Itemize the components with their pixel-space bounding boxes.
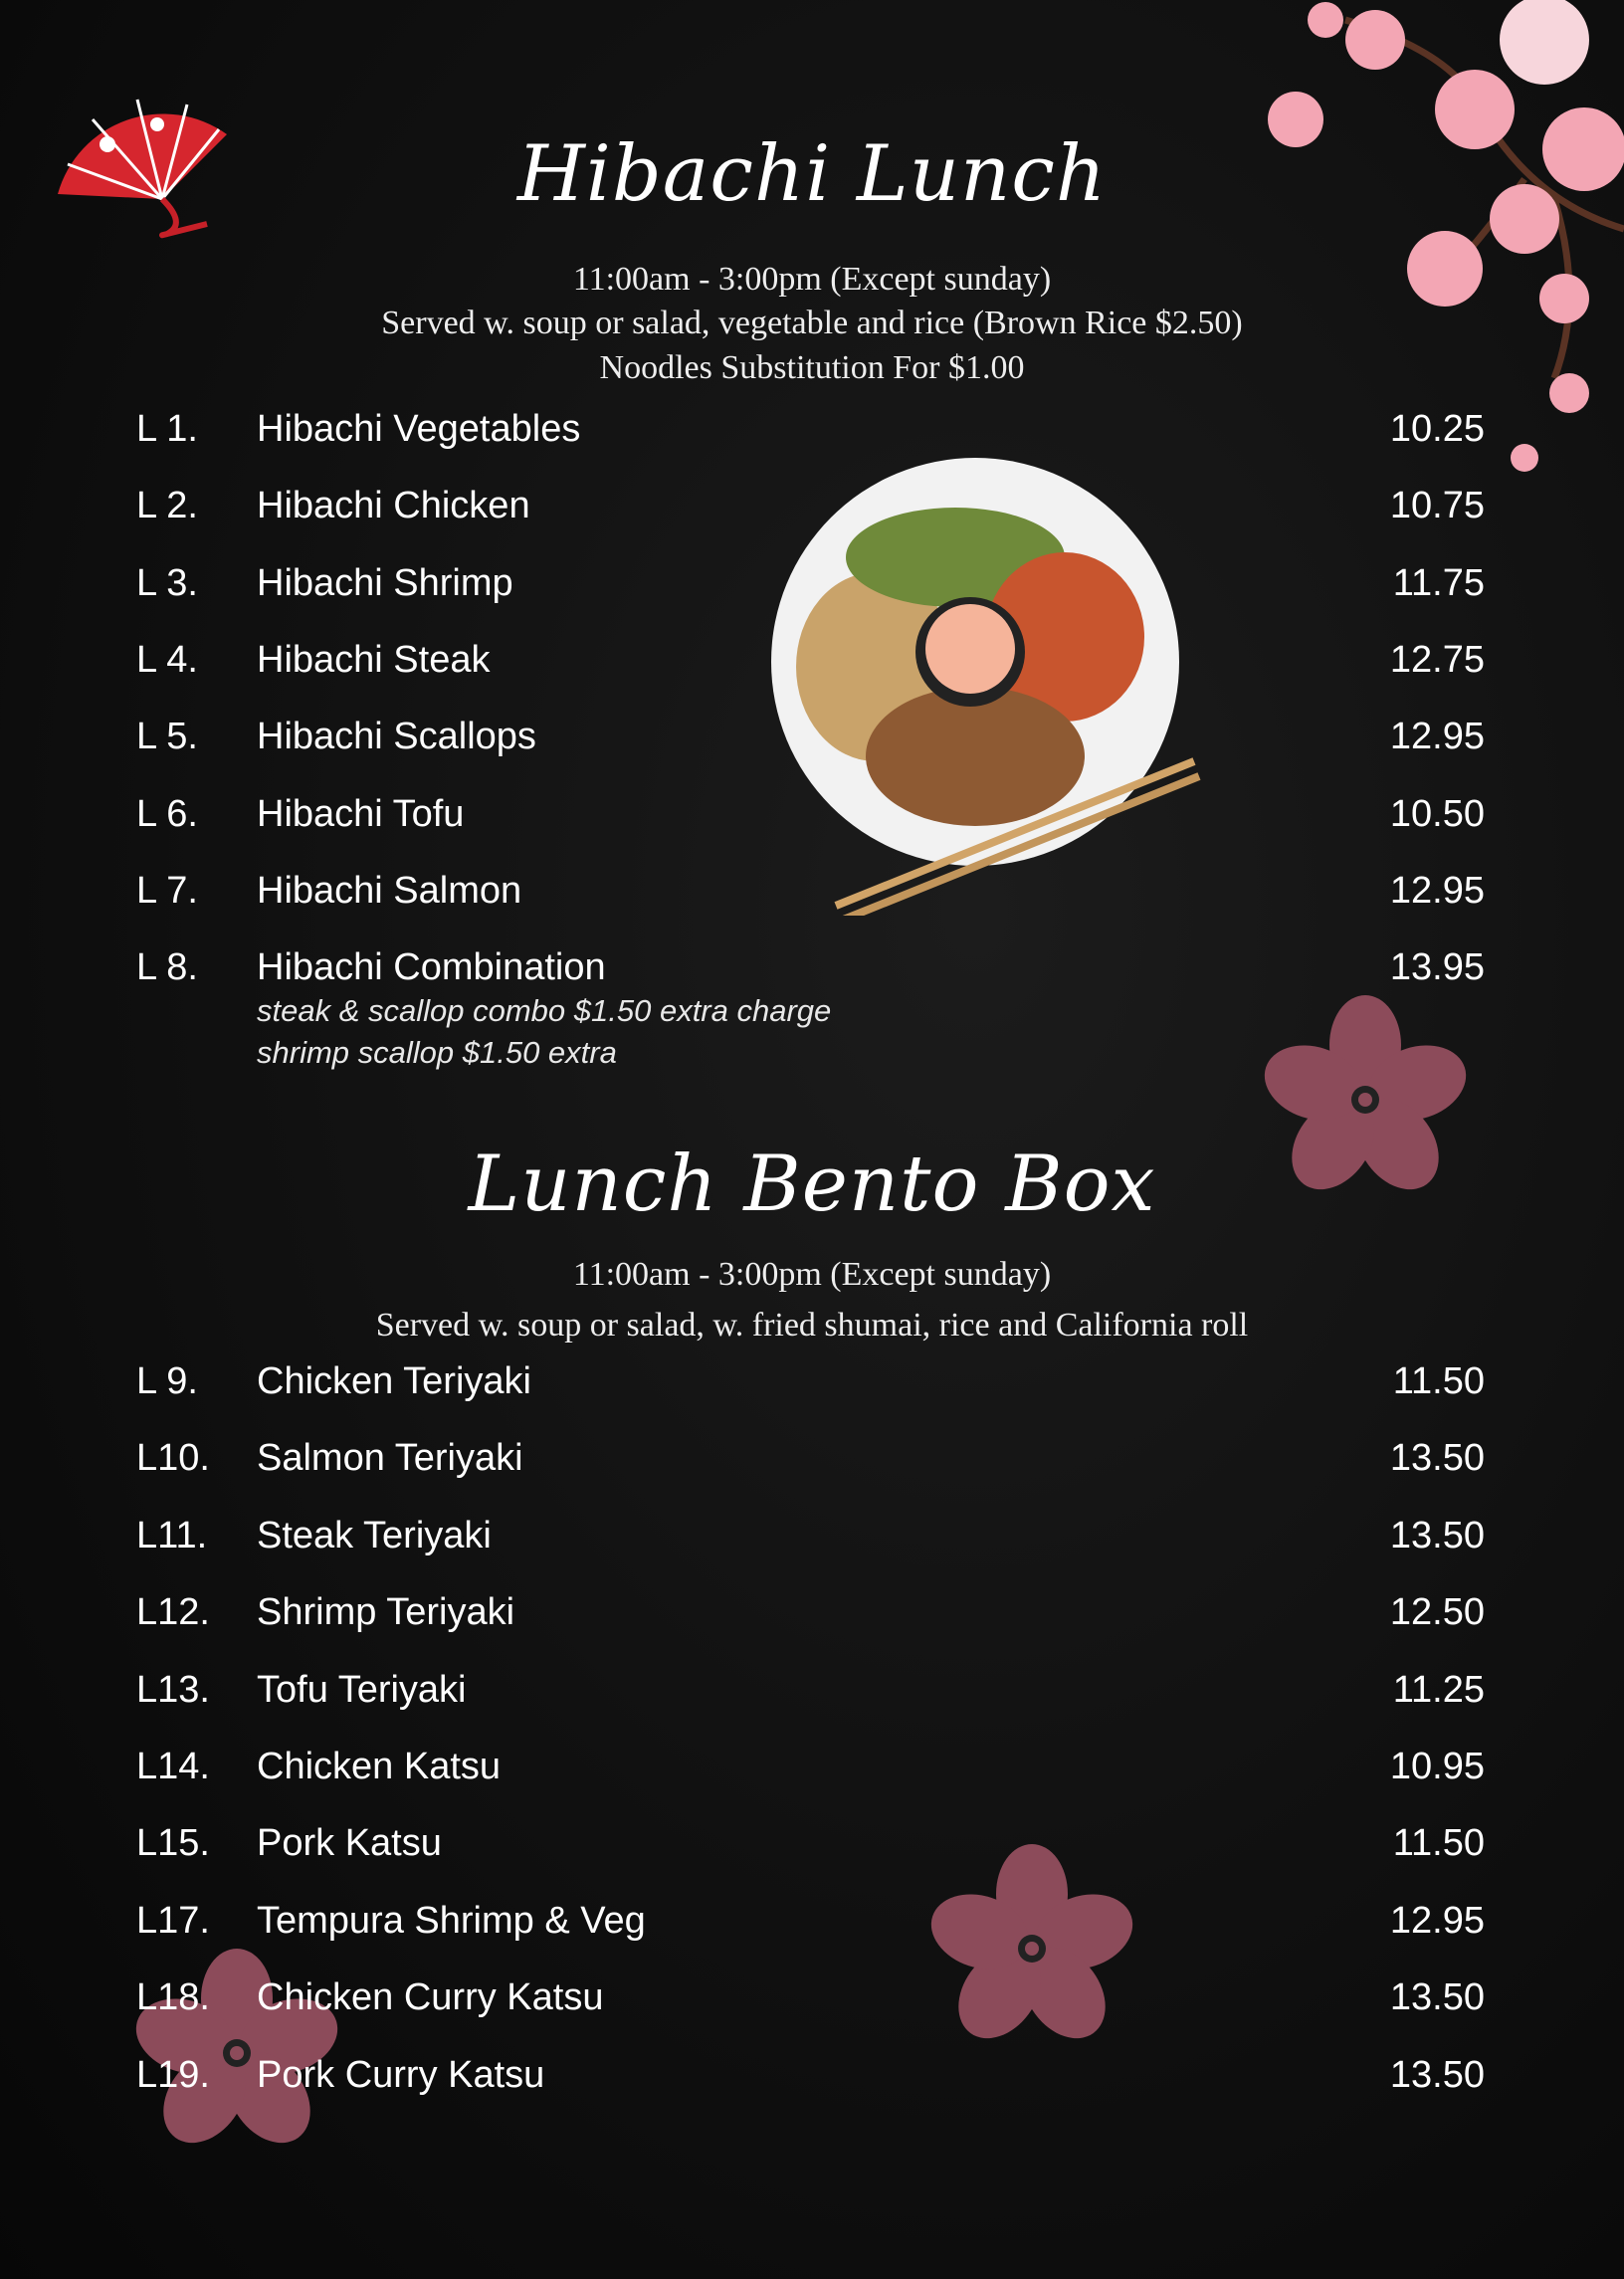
menu-item-name: Hibachi Steak [257, 638, 491, 681]
menu-item-name: Pork Curry Katsu [257, 2053, 545, 2096]
menu-item [0, 870, 1624, 918]
section-title-lunch-bento-box: Lunch Bento Box [468, 1140, 1156, 1229]
sakura-flower-icon [922, 1839, 1141, 2058]
menu-item-code: L10. [136, 1437, 210, 1480]
menu-item-price: 11.50 [1392, 1360, 1485, 1402]
menu-item [0, 1515, 1624, 1562]
menu-item [0, 1976, 1624, 2024]
hibachi-served-with: Served w. soup or salad, vegetable and rice (Brown Rice $2.50) [381, 305, 1243, 341]
menu-item-name: Hibachi Shrimp [257, 561, 513, 604]
menu-item [0, 639, 1624, 687]
menu-item [0, 485, 1624, 532]
bento-served-with: Served w. soup or salad, w. fried shumai, rice and California roll [375, 1307, 1249, 1344]
menu-item-price: 10.25 [1389, 408, 1485, 450]
menu-item-name: Steak Teriyaki [257, 1514, 492, 1556]
menu-item-name: Salmon Teriyaki [257, 1437, 523, 1480]
menu-item-price: 13.50 [1389, 1514, 1485, 1556]
menu-item-code: L13. [136, 1668, 210, 1711]
menu-item [0, 408, 1624, 456]
menu-item-name: Pork Katsu [257, 1822, 442, 1865]
menu-item-price: 12.95 [1389, 1899, 1485, 1942]
menu-item [0, 1900, 1624, 1948]
menu-item-code: L17. [136, 1899, 210, 1942]
menu-item-price: 13.50 [1389, 2053, 1485, 2096]
menu-item-name: Hibachi Vegetables [257, 408, 581, 450]
menu-item-name: Hibachi Salmon [257, 869, 522, 912]
menu-item-price: 12.95 [1389, 716, 1485, 758]
menu-item-name: Shrimp Teriyaki [257, 1591, 515, 1634]
menu-item-code: L 2. [136, 485, 198, 527]
menu-item-code: L 6. [136, 792, 198, 835]
menu-item [0, 562, 1624, 610]
menu-item-code: L 3. [136, 561, 198, 604]
menu-item-code: L 5. [136, 716, 198, 758]
menu-item-code: L 1. [136, 408, 198, 450]
menu-item-name: Chicken Curry Katsu [257, 1976, 604, 2019]
menu-item-name: Hibachi Tofu [257, 792, 465, 835]
combination-note: steak & scallop combo $1.50 extra charge [257, 993, 832, 1028]
menu-item-price: 13.95 [1389, 946, 1485, 989]
menu-item-price: 10.50 [1389, 792, 1485, 835]
menu-item-price: 13.50 [1389, 1976, 1485, 2019]
menu-item-code: L19. [136, 2053, 210, 2096]
menu-item-code: L 7. [136, 869, 198, 912]
menu-item [0, 1822, 1624, 1870]
hibachi-hours: 11:00am - 3:00pm (Except sunday) [572, 261, 1052, 298]
cherry-blossom-branch-icon [1226, 0, 1624, 478]
bento-hours: 11:00am - 3:00pm (Except sunday) [572, 1256, 1052, 1293]
menu-item-price: 12.95 [1389, 869, 1485, 912]
menu-item-price: 12.50 [1389, 1591, 1485, 1634]
menu-item [0, 1746, 1624, 1793]
menu-item-name: Chicken Katsu [257, 1746, 502, 1787]
hibachi-noodles-note: Noodles Substitution For $1.00 [599, 349, 1025, 386]
menu-item-name: Tofu Teriyaki [257, 1668, 467, 1711]
section-title-hibachi-lunch: Hibachi Lunch [516, 129, 1108, 219]
menu-item [0, 716, 1624, 763]
menu-item-price: 11.25 [1392, 1668, 1485, 1711]
menu-item [0, 793, 1624, 841]
menu-item-price: 11.75 [1392, 561, 1485, 604]
menu-item-code: L11. [136, 1514, 208, 1556]
menu-item-name: Hibachi Combination [257, 946, 606, 989]
menu-item [0, 946, 1624, 994]
menu-item-price: 13.50 [1389, 1437, 1485, 1480]
menu-item [0, 2054, 1624, 2102]
combination-note: shrimp scallop $1.50 extra [257, 1035, 617, 1070]
menu-item [0, 1437, 1624, 1485]
menu-item-name: Tempura Shrimp & Veg [257, 1899, 646, 1942]
menu-item-price: 12.75 [1389, 638, 1485, 681]
menu-item [0, 1591, 1624, 1639]
menu-item-name: Hibachi Chicken [257, 485, 530, 527]
menu-item-code: L12. [136, 1591, 210, 1634]
menu-item [0, 1360, 1624, 1408]
menu-item-code: L18. [136, 1976, 210, 2019]
menu-item-price: 11.50 [1392, 1822, 1485, 1865]
menu-item-code: L15. [136, 1822, 210, 1865]
menu-item-code: L 9. [136, 1360, 198, 1402]
menu-item-name: Chicken Teriyaki [257, 1360, 531, 1402]
menu-item-price: 10.95 [1389, 1746, 1485, 1787]
menu-item [0, 1669, 1624, 1717]
menu-item-price: 10.75 [1389, 485, 1485, 527]
menu-item-code: L14. [136, 1746, 210, 1787]
menu-item-code: L 8. [136, 946, 198, 989]
menu-item-name: Hibachi Scallops [257, 716, 536, 758]
menu-item-code: L 4. [136, 638, 198, 681]
